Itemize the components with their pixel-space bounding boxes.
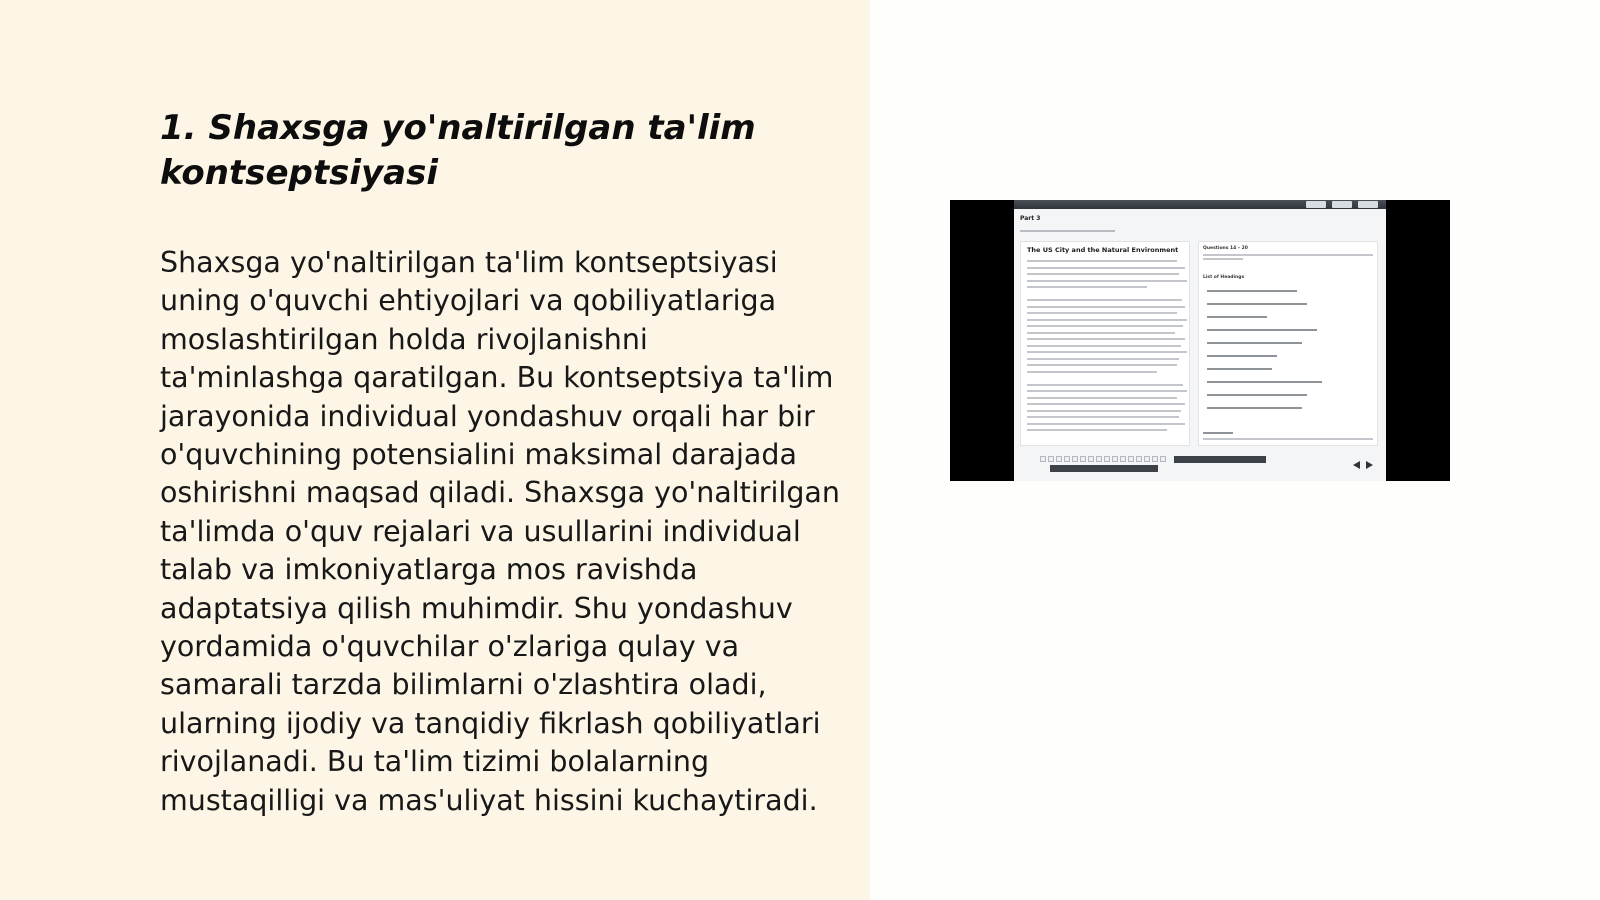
screenshot-text-line <box>1027 397 1177 399</box>
screenshot-text-line <box>1027 267 1185 269</box>
screenshot-nav-cell <box>1096 456 1102 462</box>
screenshot-text-line <box>1027 325 1183 327</box>
screenshot-nav-cell <box>1160 456 1166 462</box>
screenshot-topbar-button <box>1358 201 1378 208</box>
screenshot-text-line <box>1027 280 1187 282</box>
screenshot-nav-cell <box>1048 456 1054 462</box>
screenshot-text-line <box>1203 438 1373 440</box>
screenshot-heading-line <box>1207 342 1302 344</box>
screenshot-text-line <box>1203 258 1243 260</box>
screenshot-heading-line <box>1207 368 1272 370</box>
screenshot-heading-line <box>1207 290 1297 292</box>
screenshot-text-line <box>1027 384 1183 386</box>
screenshot-nav-cell <box>1136 456 1142 462</box>
screenshot-topbar-button <box>1306 201 1326 208</box>
screenshot-nav-cell <box>1080 456 1086 462</box>
screenshot-heading-line <box>1207 381 1322 383</box>
screenshot-text-line <box>1027 403 1185 405</box>
screenshot-text-line <box>1027 286 1147 288</box>
screenshot-questions-panel <box>1198 241 1378 446</box>
screenshot-text-line <box>1027 299 1182 301</box>
screenshot-text-line <box>1027 423 1185 425</box>
screenshot-text-line <box>1027 312 1177 314</box>
screenshot-text-line <box>1027 390 1187 392</box>
screenshot-nav-cell <box>1064 456 1070 462</box>
next-arrow-icon <box>1366 461 1373 469</box>
screenshot-heading-line <box>1207 394 1307 396</box>
screenshot-topbar <box>1014 200 1386 209</box>
screenshot-text-line <box>1203 432 1233 434</box>
screenshot-heading-line <box>1207 329 1317 331</box>
screenshot-part-label: Part 3 <box>1020 215 1041 222</box>
screenshot-text-line <box>1027 429 1167 431</box>
screenshot-nav-cell <box>1152 456 1158 462</box>
screenshot-text-line <box>1027 416 1179 418</box>
slide-title: 1. Shaxsga yo'naltirilgan ta'lim kontseptsiyasi <box>160 108 756 193</box>
screenshot-text-line <box>1203 254 1373 256</box>
screenshot-text-line <box>1027 332 1175 334</box>
screenshot-reading-passage <box>1020 241 1190 446</box>
screenshot-nav-cell <box>1120 456 1126 462</box>
screenshot-nav-cell <box>1040 456 1046 462</box>
screenshot-text-line <box>1027 351 1187 353</box>
slide-body-text: Shaxsga yo'naltirilgan ta'lim kontseptsiyasi uning o'quvchi ehtiyojlari va qobiliyatlariga moslashtirilgan holda rivojlanishni ta'minlashga qaratilgan. Bu kontseptsiya ta'lim jarayonida individual yondashuv orqali har bir o'quvchining potensialini maksimal darajada oshirishni maqsad qiladi. Shaxsga yo'naltirilgan ta'limda o'quv rejalari va usullarini individual talab va imkoniyatlarga mos ravishda adaptatsiya qilish muhimdir. Shu yondashuv yordamida o'quvchilar o'zlariga qulay va samarali tarzda bilimlarni o'zlashtira oladi, ularning ijodiy va tanqidiy fikrlash qobiliyatlari rivojlanadi. Bu ta'lim tizimi bolalarning mustaqilligi va mas'uliyat hissini kuchaytiradi. <box>160 246 840 817</box>
screenshot-question-navigator <box>1020 456 1380 474</box>
screenshot-text-line <box>1027 371 1157 373</box>
screenshot-heading-line <box>1207 355 1277 357</box>
screenshot-text-line <box>1027 319 1187 321</box>
screenshot-heading-line <box>1207 407 1302 409</box>
screenshot-text-line <box>1027 338 1185 340</box>
screenshot-text-line <box>1027 364 1177 366</box>
screenshot-heading-line <box>1207 303 1307 305</box>
screenshot-heading-line <box>1207 316 1267 318</box>
screenshot-nav-cell <box>1128 456 1134 462</box>
screenshot-instruction-line <box>1020 230 1115 232</box>
screenshot-text-line <box>1027 260 1177 262</box>
screenshot-list-label: List of Headings <box>1203 275 1245 280</box>
screenshot-text-line <box>1027 345 1181 347</box>
previous-arrow-icon <box>1353 461 1360 469</box>
screenshot-screen <box>1014 200 1386 481</box>
screenshot-nav-selected <box>1174 456 1266 463</box>
screenshot-text-line <box>1027 410 1181 412</box>
screenshot-nav-cell <box>1088 456 1094 462</box>
embedded-screenshot <box>950 200 1450 481</box>
screenshot-nav-cell <box>1144 456 1150 462</box>
screenshot-nav-cell <box>1072 456 1078 462</box>
screenshot-questions-label: Questions 14 – 20 <box>1203 246 1248 251</box>
screenshot-nav-selected <box>1050 465 1158 472</box>
screenshot-text-line <box>1027 273 1179 275</box>
screenshot-text-line <box>1027 306 1185 308</box>
screenshot-text-line <box>1027 358 1179 360</box>
screenshot-topbar-button <box>1332 201 1352 208</box>
screenshot-nav-cell <box>1056 456 1062 462</box>
screenshot-nav-cell <box>1112 456 1118 462</box>
screenshot-nav-cell <box>1104 456 1110 462</box>
screenshot-article-title: The US City and the Natural Environment <box>1027 246 1179 254</box>
